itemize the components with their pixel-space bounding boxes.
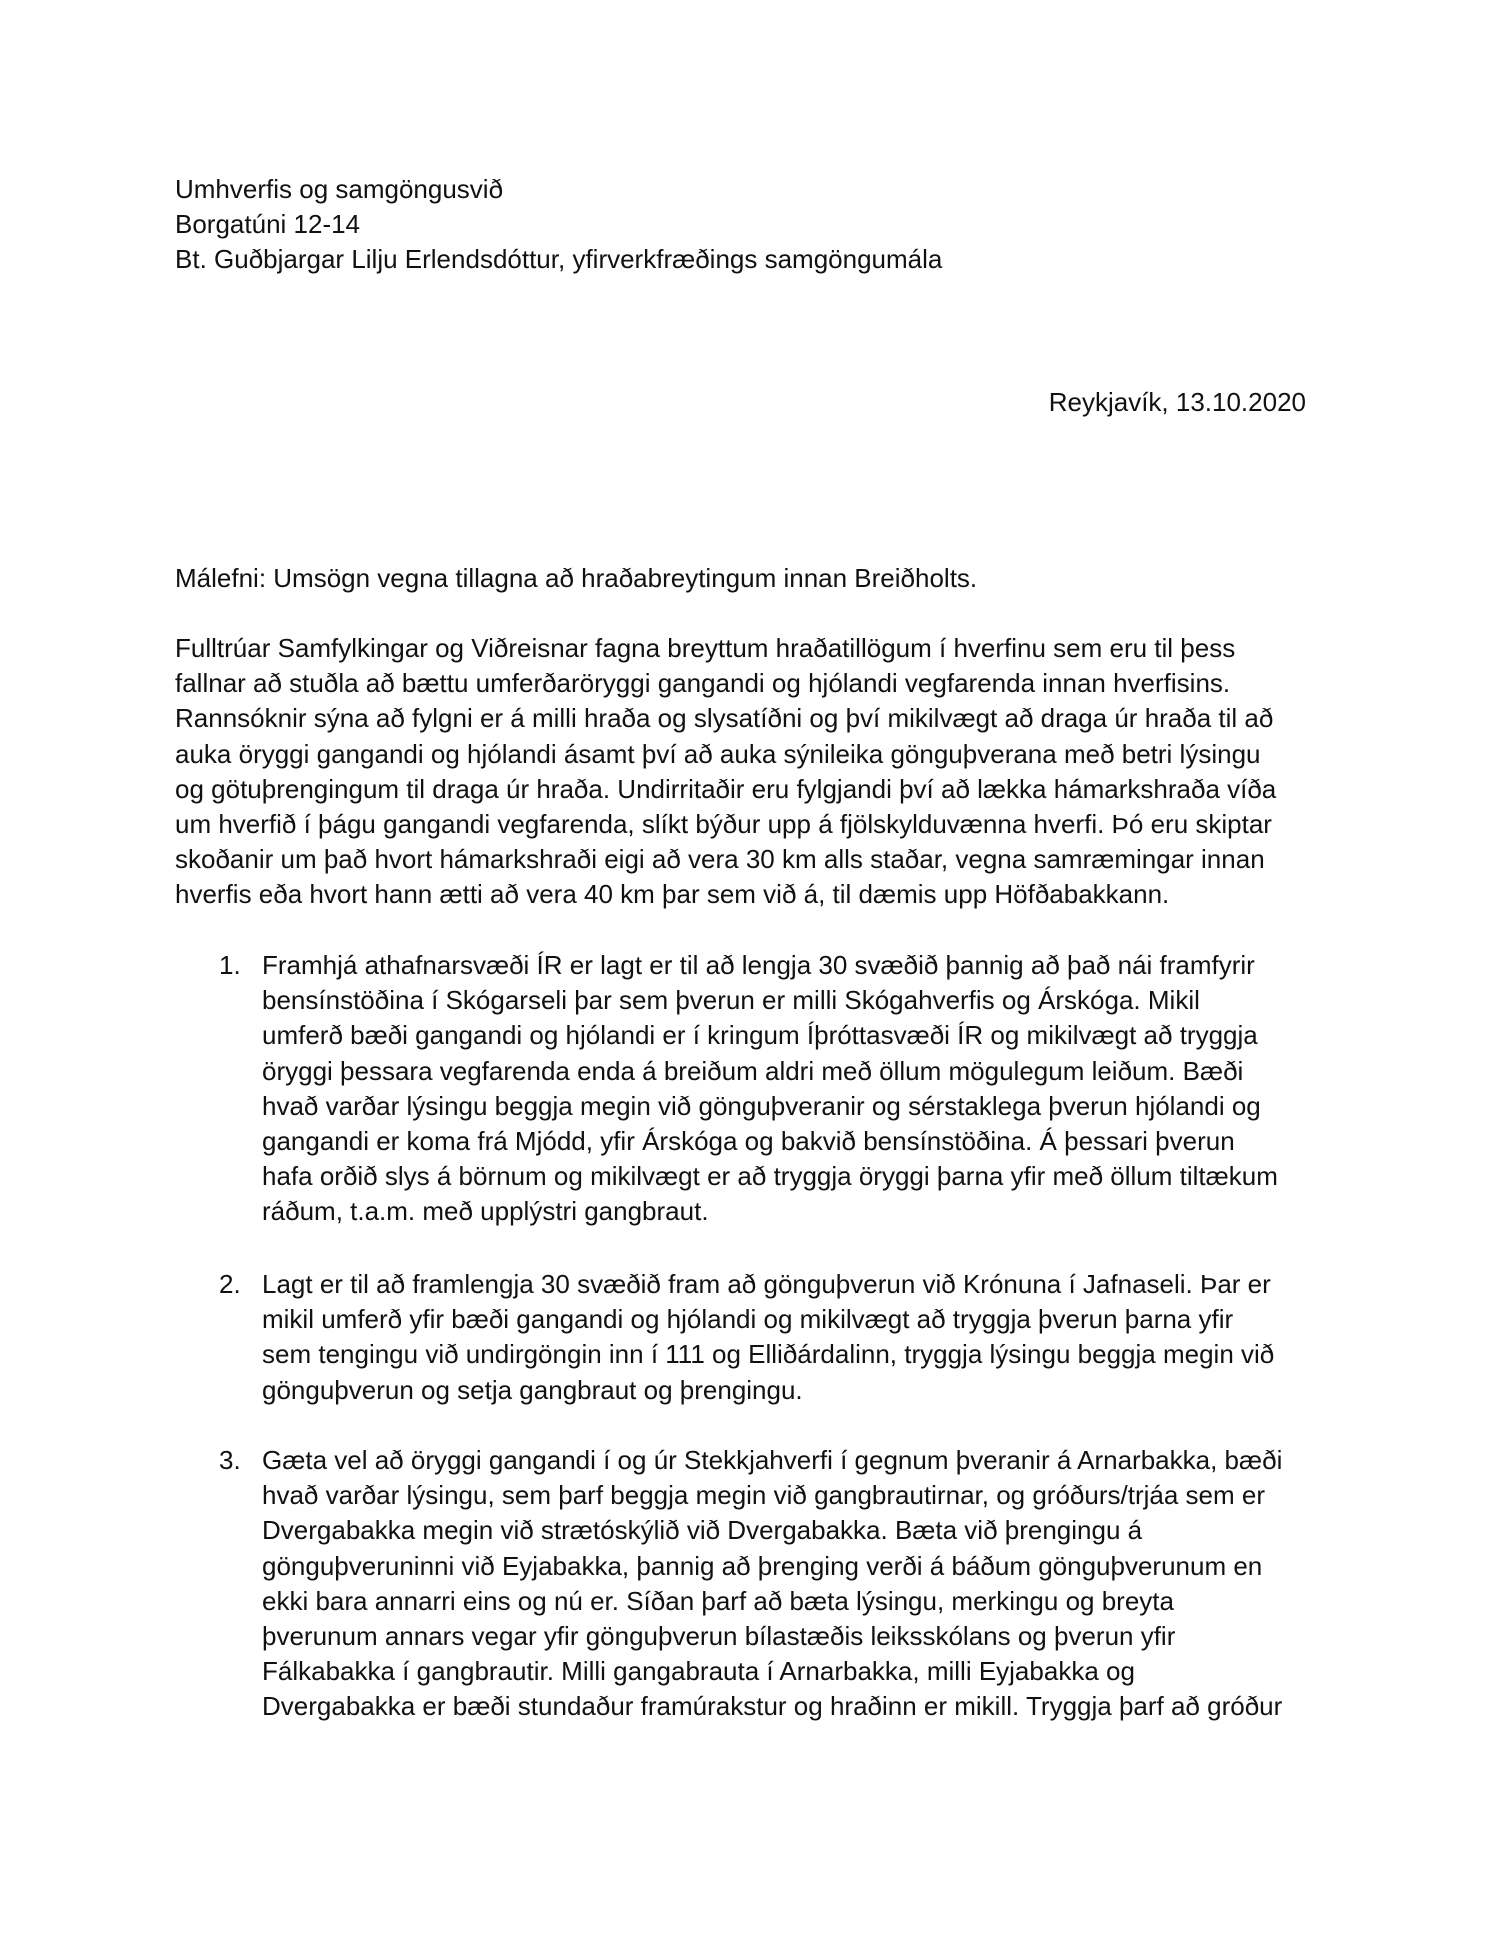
list-item-line: mikil umferð yfir bæði gangandi og hjólandi og mikilvægt að tryggja þverun þarna yfir xyxy=(262,1304,1234,1335)
letter-date: Reykjavík, 13.10.2020 xyxy=(1048,387,1306,417)
paragraph-line: Rannsóknir sýna að fylgni er á milli hraða og slysatíðni og því mikilvægt að draga úr hraða til að xyxy=(175,703,1274,734)
address-line: Borgatúni 12-14 xyxy=(175,209,361,240)
list-item-line: hvað varðar lýsingu beggja megin við gönguþveranir og sérstaklega þverun hjólandi og xyxy=(262,1090,1261,1121)
paragraph-line: hverfis eða hvort hann ætti að vera 40 km þar sem við á, til dæmis upp Höfðabakkann. xyxy=(175,879,1170,910)
paragraph-line: og götuþrengingum til draga úr hraða. Undirritaðir eru fylgjandi því að lækka hámarkshraða víða xyxy=(175,773,1277,804)
paragraph-line: fallnar að stuðla að bættu umferðaröryggi gangandi og hjólandi vegfarenda innan hverfisins. xyxy=(175,668,1231,699)
list-item-line: Lagt er til að framlengja 30 svæðið fram að gönguþverun við Krónuna í Jafnaseli. Þar er xyxy=(262,1269,1271,1299)
recipient-address xyxy=(175,172,942,278)
subject-text: Málefni: Umsögn vegna tillagna að hraðabreytingum innan Breiðholts. xyxy=(175,563,978,593)
list-item-line: hafa orðið slys á börnum og mikilvægt er að tryggja öryggi þarna yfir með öllum tiltækum xyxy=(262,1161,1278,1192)
subject-line xyxy=(175,561,977,596)
address-line: Umhverfis og samgöngusvið xyxy=(175,174,504,204)
list-number: 3. xyxy=(219,1445,241,1475)
list-item-line: gönguþveruninni við Eyjabakka, þannig að þrenging verði á báðum gönguþverunum en xyxy=(262,1550,1263,1581)
paragraph-line: um hverfið í þágu gangandi vegfarenda, slíkt býður upp á fjölskylduvænna hverfi. Þó eru skiptar xyxy=(175,808,1272,839)
intro-paragraph xyxy=(175,631,1276,913)
list-item-line: sem tengingu við undirgöngin inn í 111 og Elliðárdalinn, tryggja lýsingu beggja megin við xyxy=(262,1339,1275,1370)
list-item-line: gangandi er koma frá Mjódd, yfir Árskóga og bakvið bensínstöðina. Á þessari þverun xyxy=(262,1125,1235,1156)
paragraph-line: skoðanir um það hvort hámarkshraði eigi að vera 30 km alls staðar, vegna samræmingar innan xyxy=(175,844,1265,875)
list-item-line: þverunum annars vegar yfir gönguþverun bílastæðis leiksskólans og þverun yfir xyxy=(262,1620,1176,1651)
list-item-line: hvað varðar lýsingu, sem þarf beggja megin við gangbrautirnar, og gróðurs/trjáa sem er xyxy=(262,1480,1265,1511)
address-line: Bt. Guðbjargar Lilju Erlendsdóttur, yfirverkfræðings samgöngumála xyxy=(175,244,943,275)
list-item-line: umferð bæði gangandi og hjólandi er í kringum Íþróttasvæði ÍR og mikilvægt að tryggja xyxy=(262,1020,1258,1051)
list-number: 1. xyxy=(219,950,241,980)
list-item-text xyxy=(262,948,1278,1230)
list-item-line: bensínstöðina í Skógarseli þar sem þverun er milli Skógahverfis og Árskóga. Mikil xyxy=(262,985,1200,1016)
list-item-line: öryggi þessara vegfarenda enda á breiðum aldri með öllum mögulegum leiðum. Bæði xyxy=(262,1055,1244,1086)
list-item-line: ekki bara annarri eins og nú er. Síðan þarf að bæta lýsingu, merkingu og breyta xyxy=(262,1585,1174,1616)
paragraph-line: Fulltrúar Samfylkingar og Viðreisnar fagna breyttum hraðatillögum í hverfinu sem eru til þess xyxy=(175,633,1236,663)
list-item-text xyxy=(262,1267,1274,1408)
list-item-line: Framhjá athafnarsvæði ÍR er lagt er til að lengja 30 svæðið þannig að það nái framfyrir xyxy=(262,950,1255,980)
list-item-line: Dvergabakka er bæði stundaður framúrakstur og hraðinn er mikill. Tryggja þarf að gróður xyxy=(262,1691,1283,1722)
list-item-line: Fálkabakka í gangbrautir. Milli gangabrauta í Arnarbakka, milli Eyjabakka og xyxy=(262,1656,1135,1687)
list-item-line: ráðum, t.a.m. með upplýstri gangbraut. xyxy=(262,1196,709,1227)
list-item-line: Gæta vel að öryggi gangandi í og úr Stekkjahverfi í gegnum þveranir á Arnarbakka, bæði xyxy=(262,1445,1283,1475)
paragraph-line: auka öryggi gangandi og hjólandi ásamt því að auka sýnileika gönguþverana með betri lýsingu xyxy=(175,738,1261,769)
list-number: 2. xyxy=(219,1269,241,1299)
list-item-text xyxy=(262,1443,1282,1725)
list-item-line: Dvergabakka megin við strætóskýlið við Dvergabakka. Bæta við þrengingu á xyxy=(262,1515,1143,1546)
list-item-line: gönguþverun og setja gangbraut og þrengingu. xyxy=(262,1374,803,1405)
